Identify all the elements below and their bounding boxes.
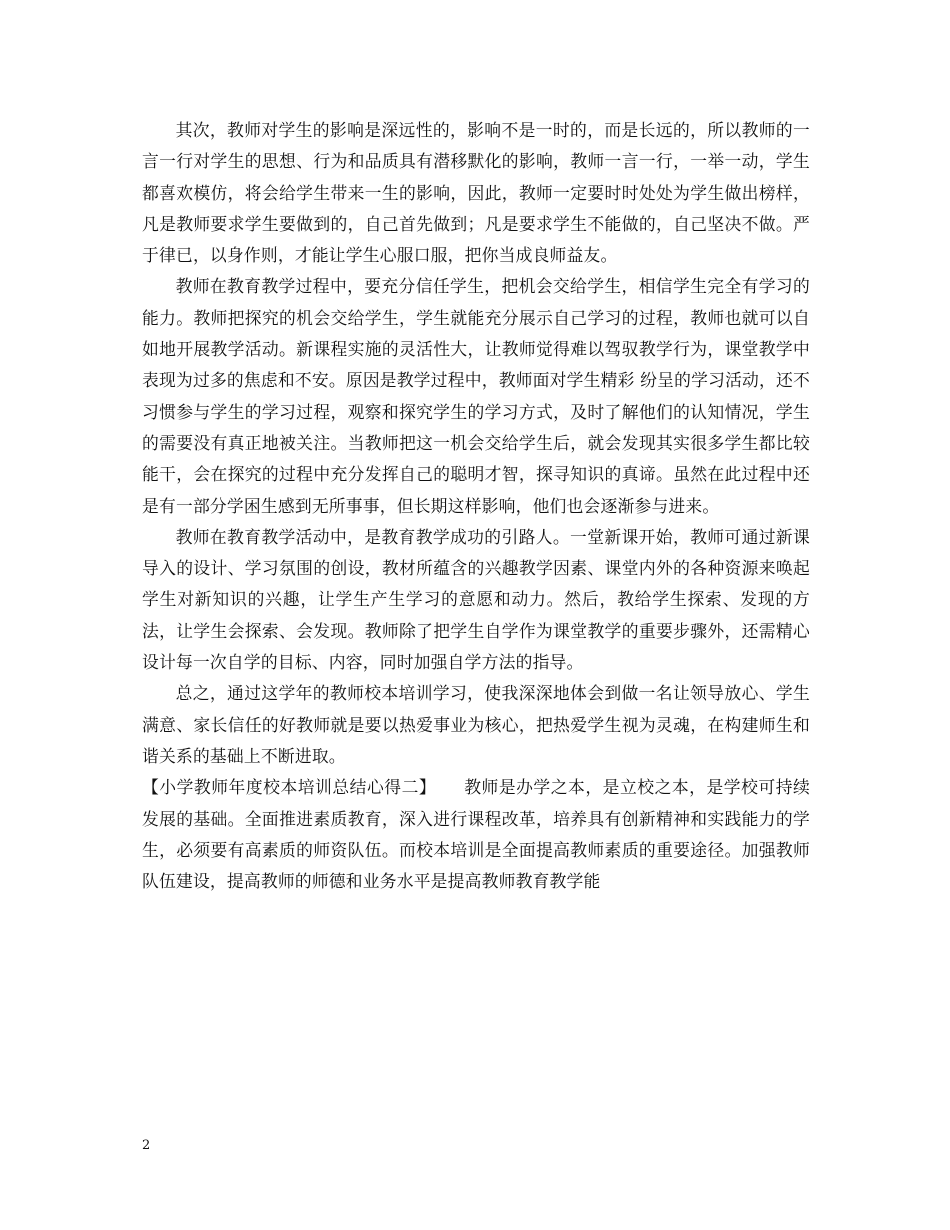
section-text: 教师是办学之本，是立校之本，是学校可持续发展的基础。全面推进素质教育，深入进行课程改革，培养具有创新精神和实践能力的学生，必须要有高素质的师资队伍。而校本培训是全面提高教师素质的重要途径。加强教师队伍建设，提高教师的师德和业务水平是提高教师教育教学能 <box>142 777 810 892</box>
paragraph-4: 总之，通过这学年的教师校本培训学习，使我深深地体会到做一名让领导放心、学生满意、家长信任的好教师就是要以热爱事业为核心，把热爱学生视为灵魂，在构建师生和谐关系的基础上不断进取。 <box>142 683 810 766</box>
document-body <box>142 115 810 897</box>
paragraph-3: 教师在教育教学活动中，是教育教学成功的引路人。一堂新课开始，教师可通过新课导入的设计、学习氛围的创设，教材所蕴含的兴趣教学因素、课堂内外的各种资源来唤起学生对新知识的兴趣，让学生产生学习的意愿和动力。然后，教给学生探索、发现的方法，让学生会探索、会发现。教师除了把学生自学作为课堂教学的重要步骤外，还需精心设计每一次自学的目标、内容，同时加强自学方法的指导。 <box>142 526 810 673</box>
section-heading: 【小学教师年度校本培训总结心得二】 <box>142 777 437 798</box>
paragraph-2: 教师在教育教学过程中，要充分信任学生，把机会交给学生，相信学生完全有学习的能力。教师把探究的机会交给学生，学生就能充分展示自己学习的过程，教师也就可以自如地开展教学活动。新课程实施的灵活性大，让教师觉得难以驾驭教学行为，课堂教学中表现为过多的焦虑和不安。原因是教学过程中，教师面对学生精彩 纷呈的学习活动，还不习惯参与学生的学习过程，观察和探究学生的学习方式，及时了解他们的认知情况，学生的需要没有真正地被关注。当教师把这一机会交给学生后，就会发现其实很多学生都比较能干，会在探究的过程中充分发挥自己的聪明才智，探寻知识的真谛。虽然在此过程中还是有一部分学困生感到无所事事，但长期这样影响，他们也会逐渐参与进来。 <box>142 276 810 516</box>
section-paragraph <box>142 772 810 897</box>
paragraph-1: 其次，教师对学生的影响是深远性的，影响不是一时的，而是长远的，所以教师的一言一行对学生的思想、行为和品质具有潜移默化的影响，教师一言一行，一举一动，学生都喜欢模仿，将会给学生带来一生的影响，因此，教师一定要时时处处为学生做出榜样，凡是教师要求学生要做到的，自己首先做到；凡是要求学生不能做的，自己坚决不做。严于律已，以身作则，才能让学生心服口服，把你当成良师益友。 <box>142 120 810 266</box>
page-number: 2 <box>142 1138 151 1153</box>
